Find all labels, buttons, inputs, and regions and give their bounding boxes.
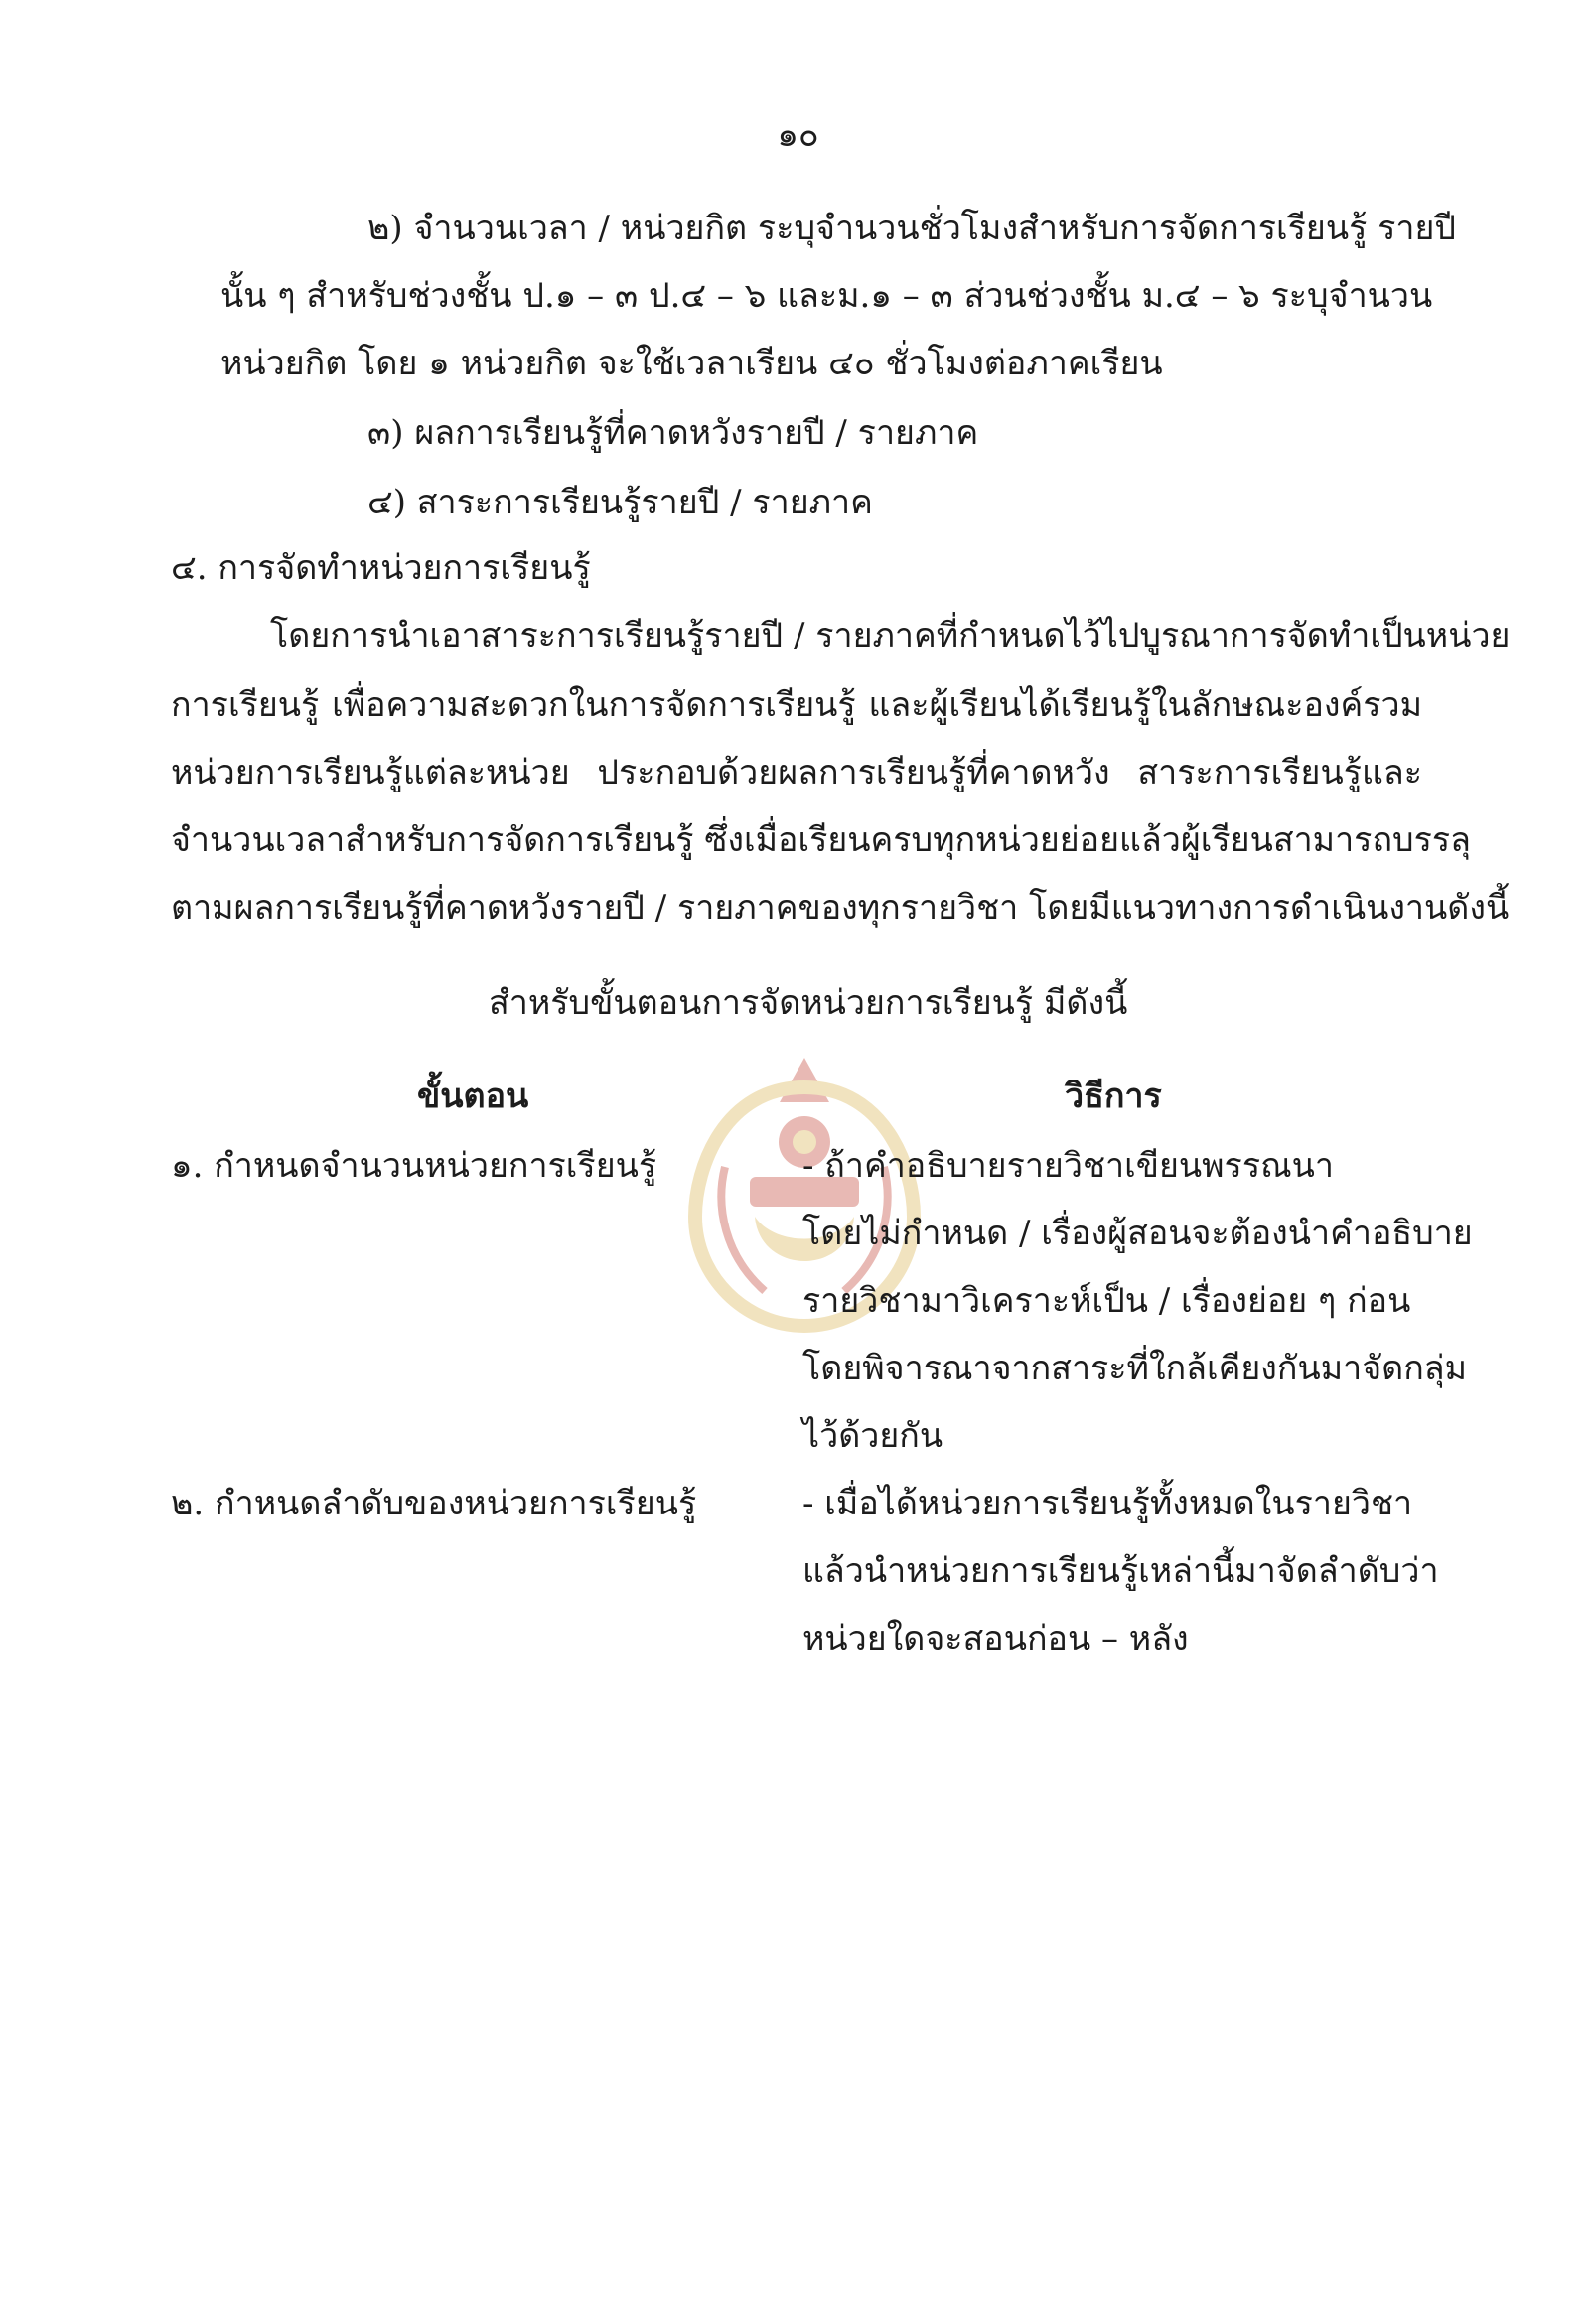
step-2-method-line3: หน่วยใดจะสอนก่อน – หลัง — [802, 1619, 1189, 1658]
section4-para-line2: การเรียนรู้ เพื่อความสะดวกในการจัดการเรียนรู้ และผู้เรียนได้เรียนรู้ในลักษณะองค์รวม — [171, 685, 1422, 725]
section4-para-line5: ตามผลการเรียนรู้ที่คาดหวังรายปี / รายภาคของทุกรายวิชา โดยมีแนวทางการดำเนินงานดังนี้ — [171, 888, 1510, 928]
item2-line3: หน่วยกิต โดย ๑ หน่วยกิต จะใช้เวลาเรียน ๔๐ ชั่วโมงต่อภาคเรียน — [220, 344, 1163, 383]
section4-heading: ๔. การจัดทำหน่วยการเรียนรู้ — [171, 548, 591, 588]
step-1-method-line3: รายวิชามาวิเคราะห์เป็น / เรื่องย่อย ๆ ก่อน — [802, 1281, 1411, 1321]
step-1-method-line1: - ถ้าคำอธิบายรายวิชาเขียนพรรณนา — [802, 1146, 1334, 1186]
column-header-method: วิธีการ — [1065, 1077, 1162, 1116]
step-1-method-line4: โดยพิจารณาจากสาระที่ใกล้เคียงกันมาจัดกลุ่ม — [802, 1349, 1468, 1388]
section4-para-line4: จำนวนเวลาสำหรับการจัดการเรียนรู้ ซึ่งเมื่อเรียนครบทุกหน่วยย่อยแล้วผู้เรียนสามารถบรรลุ — [171, 820, 1471, 860]
column-header-step: ขั้นตอน — [417, 1077, 529, 1116]
section4-para-line3: หน่วยการเรียนรู้แต่ละหน่วย ประกอบด้วยผลการเรียนรู้ที่คาดหวัง สาระการเรียนรู้และ — [171, 753, 1422, 792]
step-1-label: ๑. กำหนดจำนวนหน่วยการเรียนรู้ — [171, 1146, 657, 1186]
step-2-method-line1: - เมื่อได้หน่วยการเรียนรู้ทั้งหมดในรายวิชา — [802, 1484, 1413, 1523]
item2-line2: นั้น ๆ สำหรับช่วงชั้น ป.๑ – ๓ ป.๔ – ๖ และม.๑ – ๓ ส่วนช่วงชั้น ม.๔ – ๖ ระบุจำนวน — [220, 276, 1433, 316]
item2-line1: ๒) จำนวนเวลา / หน่วยกิต ระบุจำนวนชั่วโมงสำหรับการจัดการเรียนรู้ รายปี — [367, 209, 1457, 248]
step-1-method-line5: ไว้ด้วยกัน — [802, 1416, 943, 1456]
steps-intro: สำหรับขั้นตอนการจัดหน่วยการเรียนรู้ มีดังนี้ — [489, 983, 1128, 1023]
step-2-label: ๒. กำหนดลำดับของหน่วยการเรียนรู้ — [171, 1484, 697, 1523]
page-number: ๑๐ — [777, 115, 819, 155]
item4-text: ๔) สาระการเรียนรู้รายปี / รายภาค — [367, 483, 873, 522]
section4-para-line1: โดยการนำเอาสาระการเรียนรู้รายปี / รายภาคที่กำหนดไว้ไปบูรณาการจัดทำเป็นหน่วย — [270, 616, 1511, 655]
step-2-method-line2: แล้วนำหน่วยการเรียนรู้เหล่านี้มาจัดลำดับว่า — [802, 1551, 1439, 1591]
step-1-method-line2: โดยไม่กำหนด / เรื่องผู้สอนจะต้องนำคำอธิบาย — [802, 1214, 1473, 1253]
item3-text: ๓) ผลการเรียนรู้ที่คาดหวังรายปี / รายภาค — [367, 413, 979, 453]
